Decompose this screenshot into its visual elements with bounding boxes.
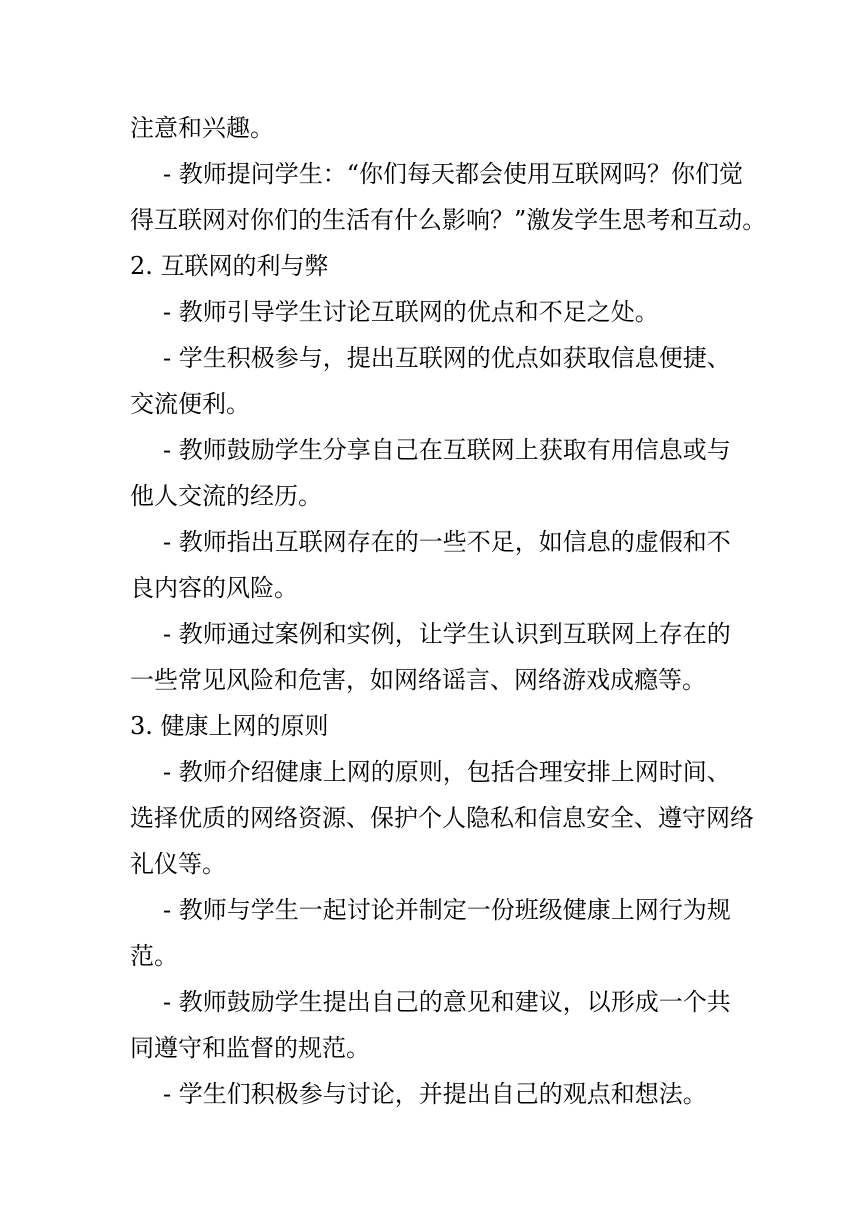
paragraph-text-line: - 学生积极参与，提出互联网的优点如获取信息便捷、 [163,344,731,372]
paragraph-text-line: - 教师介绍健康上网的原则，包括合理安排上网时间、 [163,758,731,786]
paragraph-text-line: 交流便利。 [130,390,250,418]
paragraph-text-line: 他人交流的经历。 [130,482,322,510]
paragraph-text-line: 礼仪等。 [130,850,226,878]
paragraph-text-line: - 教师提问学生：“你们每天都会使用互联网吗？你们觉 [163,160,744,188]
paragraph-text-line: - 教师通过案例和实例，让学生认识到互联网上存在的 [163,620,731,648]
paragraph-text-line: 良内容的风险。 [130,574,298,602]
paragraph-text-line: 范。 [130,942,178,970]
section-heading: 3. 健康上网的原则 [130,712,329,740]
paragraph-text-line: 选择优质的网络资源、保护个人隐私和信息安全、遵守网络 [130,804,754,832]
paragraph-text-line: - 教师鼓励学生分享自己在互联网上获取有用信息或与 [163,436,731,464]
paragraph-text-line: - 教师引导学生讨论互联网的优点和不足之处。 [163,298,659,326]
paragraph-text-line: 一些常见风险和危害，如网络谣言、网络游戏成瘾等。 [130,666,706,694]
paragraph-text-line: 得互联网对你们的生活有什么影响？”激发学生思考和互动。 [130,206,767,234]
paragraph-text-line: 注意和兴趣。 [130,114,274,142]
section-heading: 2. 互联网的利与弊 [130,252,329,280]
paragraph-text-line: - 教师指出互联网存在的一些不足，如信息的虚假和不 [163,528,731,556]
paragraph-text-line: - 学生们积极参与讨论，并提出自己的观点和想法。 [163,1080,707,1108]
paragraph-text-line: - 教师与学生一起讨论并制定一份班级健康上网行为规 [163,896,731,924]
paragraph-text-line: - 教师鼓励学生提出自己的意见和建议，以形成一个共 [163,988,731,1016]
paragraph-text-line: 同遵守和监督的规范。 [130,1034,370,1062]
